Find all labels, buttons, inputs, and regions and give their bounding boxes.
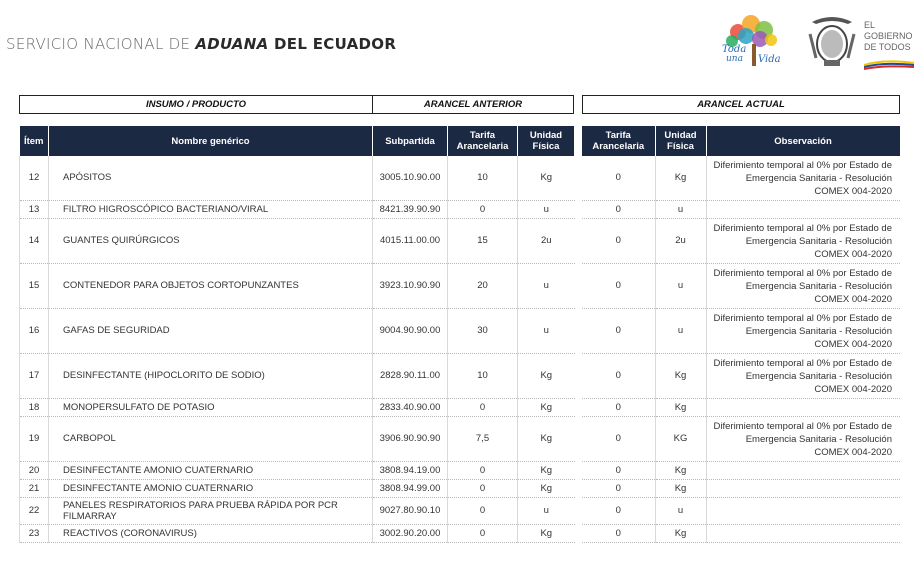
cell-observacion — [706, 399, 900, 417]
cell-name: GAFAS DE SEGURIDAD — [49, 309, 373, 354]
table-row — [20, 399, 575, 417]
cell-item: 15 — [20, 264, 49, 309]
table-row — [20, 156, 575, 201]
table-row — [20, 525, 575, 543]
cell-tarifa-actual: 0 — [582, 201, 655, 219]
cell-subpartida: 9027.80.90.10 — [373, 498, 448, 525]
cell-item: 19 — [20, 417, 49, 462]
logo-text-una: una — [726, 54, 743, 64]
cell-tarifa: 0 — [448, 498, 518, 525]
cell-unidad: u — [518, 264, 575, 309]
cell-unidad: Kg — [518, 525, 575, 543]
cell-name: APÓSITOS — [49, 156, 373, 201]
cell-tarifa-actual: 0 — [582, 480, 655, 498]
cell-subpartida: 3002.90.20.00 — [373, 525, 448, 543]
table-row — [20, 462, 575, 480]
cell-tarifa: 7,5 — [448, 417, 518, 462]
cell-name: CARBOPOL — [49, 417, 373, 462]
cell-observacion — [706, 525, 900, 543]
cell-unidad: Kg — [518, 354, 575, 399]
page-title — [6, 35, 396, 53]
cell-name: GUANTES QUIRÚRGICOS — [49, 219, 373, 264]
cell-unidad-actual: 2u — [655, 219, 706, 264]
cell-name: DESINFECTANTE (HIPOCLORITO DE SODIO) — [49, 354, 373, 399]
table-row — [582, 264, 900, 309]
cell-subpartida: 3005.10.90.00 — [373, 156, 448, 201]
col-unidad: Unidad Física — [518, 126, 575, 156]
cell-tarifa-actual: 0 — [582, 309, 655, 354]
cell-unidad-actual: KG — [655, 417, 706, 462]
gobierno-logo-text — [864, 20, 913, 53]
cell-unidad: u — [518, 201, 575, 219]
col-tarifa-actual: Tarifa Arancelaria — [582, 126, 655, 156]
cell-item: 12 — [20, 156, 49, 201]
table-row — [582, 480, 900, 498]
cell-unidad-actual: Kg — [655, 525, 706, 543]
cell-unidad-actual: u — [655, 201, 706, 219]
cell-item: 22 — [20, 498, 49, 525]
cell-tarifa-actual: 0 — [582, 462, 655, 480]
cell-name: MONOPERSULFATO DE POTASIO — [49, 399, 373, 417]
cell-observacion — [706, 498, 900, 525]
cell-name: FILTRO HIGROSCÓPICO BACTERIANO/VIRAL — [49, 201, 373, 219]
table-row — [20, 480, 575, 498]
cell-unidad: 2u — [518, 219, 575, 264]
table-row — [582, 498, 900, 525]
cell-subpartida: 3808.94.19.00 — [373, 462, 448, 480]
table-row — [20, 309, 575, 354]
col-nombre: Nombre genérico — [49, 126, 373, 156]
cell-tarifa: 30 — [448, 309, 518, 354]
flag-swoosh — [864, 58, 914, 70]
cell-unidad-actual: Kg — [655, 480, 706, 498]
ecuador-coat-of-arms — [806, 14, 858, 70]
cell-name: REACTIVOS (CORONAVIRUS) — [49, 525, 373, 543]
cell-observacion: Diferimiento temporal al 0% por Estado de Emergencia Sanitaria - Resolución COMEX 004-2020 — [706, 309, 900, 354]
cell-subpartida: 3923.10.90.90 — [373, 264, 448, 309]
cell-observacion: Diferimiento temporal al 0% por Estado de Emergencia Sanitaria - Resolución COMEX 004-2020 — [706, 219, 900, 264]
table-row — [20, 264, 575, 309]
cell-observacion — [706, 480, 900, 498]
section-insumo: INSUMO / PRODUCTO — [19, 95, 373, 114]
cell-unidad: Kg — [518, 462, 575, 480]
gob-line-2: GOBIERNO — [864, 31, 913, 41]
left-table — [19, 126, 575, 543]
cell-tarifa: 10 — [448, 156, 518, 201]
table-row — [20, 219, 575, 264]
table-row — [20, 417, 575, 462]
cell-name: CONTENEDOR PARA OBJETOS CORTOPUNZANTES — [49, 264, 373, 309]
table-row — [582, 354, 900, 399]
table-row — [20, 354, 575, 399]
col-observacion: Observación — [706, 126, 900, 156]
cell-unidad-actual: Kg — [655, 462, 706, 480]
cell-tarifa-actual: 0 — [582, 525, 655, 543]
cell-tarifa: 0 — [448, 201, 518, 219]
cell-tarifa-actual: 0 — [582, 219, 655, 264]
table-row — [582, 462, 900, 480]
table-row — [582, 219, 900, 264]
col-item: Ítem — [20, 126, 49, 156]
cell-tarifa: 0 — [448, 480, 518, 498]
cell-subpartida: 2828.90.11.00 — [373, 354, 448, 399]
cell-tarifa-actual: 0 — [582, 354, 655, 399]
cell-unidad-actual: Kg — [655, 156, 706, 201]
cell-subpartida: 3906.90.90.90 — [373, 417, 448, 462]
gob-line-1: EL — [864, 20, 876, 30]
cell-observacion: Diferimiento temporal al 0% por Estado de Emergencia Sanitaria - Resolución COMEX 004-2020 — [706, 417, 900, 462]
cell-name: PANELES RESPIRATORIOS PARA PRUEBA RÁPIDA POR PCR FILMARRAY — [49, 498, 373, 525]
cell-item: 14 — [20, 219, 49, 264]
cell-unidad: Kg — [518, 399, 575, 417]
cell-tarifa-actual: 0 — [582, 498, 655, 525]
cell-item: 16 — [20, 309, 49, 354]
left-header-row — [20, 126, 575, 156]
section-arancel-actual: ARANCEL ACTUAL — [582, 95, 900, 114]
title-bold: ADUANA — [195, 35, 269, 53]
title-end: DEL ECUADOR — [268, 35, 397, 53]
cell-tarifa: 0 — [448, 399, 518, 417]
col-tarifa: Tarifa Arancelaria — [448, 126, 518, 156]
cell-tarifa: 0 — [448, 525, 518, 543]
table-row — [582, 201, 900, 219]
table-row — [582, 309, 900, 354]
cell-observacion: Diferimiento temporal al 0% por Estado de Emergencia Sanitaria - Resolución COMEX 004-2020 — [706, 156, 900, 201]
logo-text-toda: Toda — [722, 44, 747, 55]
title-light: SERVICIO NACIONAL DE — [6, 35, 196, 53]
cell-subpartida: 4015.11.00.00 — [373, 219, 448, 264]
toda-una-vida-logo — [716, 10, 786, 72]
cell-observacion — [706, 462, 900, 480]
cell-tarifa-actual: 0 — [582, 417, 655, 462]
table-row — [582, 525, 900, 543]
cell-item: 18 — [20, 399, 49, 417]
section-arancel-anterior: ARANCEL ANTERIOR — [372, 95, 574, 114]
cell-subpartida: 2833.40.90.00 — [373, 399, 448, 417]
table-row — [582, 156, 900, 201]
cell-unidad: Kg — [518, 417, 575, 462]
cell-subpartida: 8421.39.90.90 — [373, 201, 448, 219]
cell-unidad: u — [518, 309, 575, 354]
cell-item: 20 — [20, 462, 49, 480]
table-row — [582, 399, 900, 417]
cell-unidad: u — [518, 498, 575, 525]
cell-unidad-actual: u — [655, 498, 706, 525]
cell-name: DESINFECTANTE AMONIO CUATERNARIO — [49, 462, 373, 480]
right-header-row — [582, 126, 900, 156]
cell-unidad: Kg — [518, 156, 575, 201]
cell-item: 21 — [20, 480, 49, 498]
gob-line-3: DE TODOS — [864, 42, 911, 52]
cell-item: 23 — [20, 525, 49, 543]
cell-tarifa: 10 — [448, 354, 518, 399]
table-row — [582, 417, 900, 462]
cell-tarifa: 0 — [448, 462, 518, 480]
cell-unidad-actual: u — [655, 264, 706, 309]
cell-item: 17 — [20, 354, 49, 399]
cell-observacion: Diferimiento temporal al 0% por Estado de Emergencia Sanitaria - Resolución COMEX 004-2020 — [706, 264, 900, 309]
cell-observacion — [706, 201, 900, 219]
cell-tarifa: 15 — [448, 219, 518, 264]
cell-unidad-actual: Kg — [655, 399, 706, 417]
cell-tarifa-actual: 0 — [582, 264, 655, 309]
col-unidad-actual: Unidad Física — [655, 126, 706, 156]
logo-text-vida: Vida — [758, 54, 781, 65]
cell-subpartida: 3808.94.99.00 — [373, 480, 448, 498]
table-row — [20, 498, 575, 525]
cell-unidad-actual: u — [655, 309, 706, 354]
col-subpartida: Subpartida — [373, 126, 448, 156]
cell-subpartida: 9004.90.90.00 — [373, 309, 448, 354]
cell-name: DESINFECTANTE AMONIO CUATERNARIO — [49, 480, 373, 498]
cell-item: 13 — [20, 201, 49, 219]
right-table — [582, 126, 901, 543]
cell-tarifa: 20 — [448, 264, 518, 309]
cell-tarifa-actual: 0 — [582, 399, 655, 417]
table-row — [20, 201, 575, 219]
cell-tarifa-actual: 0 — [582, 156, 655, 201]
cell-observacion: Diferimiento temporal al 0% por Estado de Emergencia Sanitaria - Resolución COMEX 004-2020 — [706, 354, 900, 399]
cell-unidad-actual: Kg — [655, 354, 706, 399]
cell-unidad: Kg — [518, 480, 575, 498]
